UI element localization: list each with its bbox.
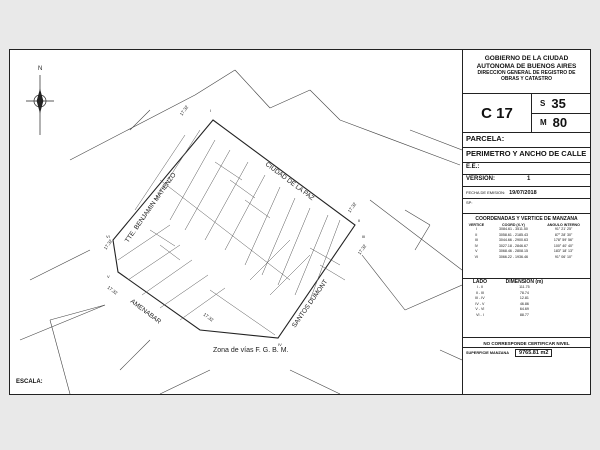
street-amenabar: AMENABAR bbox=[128, 298, 163, 326]
context-lines bbox=[20, 70, 462, 394]
manzana bbox=[532, 114, 590, 133]
header bbox=[463, 50, 590, 94]
scale-label: ESCALA: bbox=[16, 379, 43, 385]
dims-cell: IV - V bbox=[475, 301, 485, 306]
coords-cell: 91° 21' 25" bbox=[554, 227, 573, 231]
coords-cell: 178° 59' 56" bbox=[553, 238, 574, 242]
fecha-row bbox=[463, 187, 590, 199]
dims-cell: 46.86 bbox=[519, 301, 529, 306]
dims-cell: III - IV bbox=[475, 296, 485, 300]
parcela-label: PARCELA: bbox=[463, 133, 590, 148]
coords-cell: 3044.66 - 2900.63 bbox=[498, 238, 529, 242]
table-row bbox=[467, 313, 556, 319]
coords-cell: 3068.46 - 2808.15 bbox=[498, 249, 529, 253]
coords-cell: VI bbox=[474, 254, 479, 259]
dims-cell: 111.75 bbox=[519, 285, 530, 289]
vertex-label: II bbox=[358, 218, 361, 223]
coords-cell: III bbox=[474, 238, 478, 242]
fecha-value: 19/07/2018 bbox=[509, 189, 537, 196]
vertex-label: IV bbox=[278, 342, 282, 347]
dims-cell: II - III bbox=[475, 290, 484, 295]
seccion-label: S bbox=[540, 98, 546, 108]
street-width-label: 17.32 bbox=[346, 201, 358, 214]
street-width-label: 17.32 bbox=[356, 243, 368, 256]
coords-cell: 3058.61 - 2185.43 bbox=[498, 232, 529, 237]
org-subtitle-2: OBRAS Y CATASTRO bbox=[500, 76, 553, 82]
coords-title: COORDENADAS Y VERTICE DE MANZANA bbox=[475, 216, 578, 222]
manzana-label: M bbox=[540, 118, 547, 128]
cadastral-sheet bbox=[9, 49, 591, 395]
coords-cell: 3027.18 - 2846.67 bbox=[498, 243, 529, 248]
org-subtitle-1: DIRECCION GENERAL DE REGISTRO DE bbox=[477, 70, 576, 76]
svg-text:N: N bbox=[38, 66, 43, 72]
nivel-note: NO CORRESPONDE CERTIFICAR NIVEL bbox=[463, 338, 590, 348]
street-width-label: 17.32 bbox=[202, 311, 215, 323]
superficie-value: 9765.81 m2 bbox=[515, 349, 552, 357]
street-santos-dumont: SANTOS DUMONT bbox=[290, 278, 330, 330]
coords-cell: 3084.61 - 3511.50 bbox=[498, 227, 528, 231]
manzana-value: 80 bbox=[552, 115, 568, 131]
north-arrow-icon bbox=[26, 66, 54, 135]
zona-vias-label: Zona de vías F. G. B. M. bbox=[213, 347, 289, 354]
coords-header: VERTICE bbox=[468, 223, 485, 227]
dims-cell: V - VI bbox=[475, 307, 485, 311]
coords-table bbox=[463, 223, 590, 260]
org-title-1: GOBIERNO DE LA CIUDAD bbox=[484, 55, 569, 62]
street-width-label: 17.32 bbox=[178, 104, 190, 117]
block-outline bbox=[113, 120, 355, 338]
coords-cell: V bbox=[475, 249, 478, 253]
street-ciudad-de-la-paz: CIUDAD DE LA PAZ bbox=[263, 161, 316, 203]
version-row bbox=[463, 175, 590, 187]
vertex-label: I bbox=[210, 108, 212, 113]
dims-section bbox=[463, 279, 590, 338]
seccion bbox=[532, 94, 590, 114]
title-block bbox=[463, 50, 590, 394]
coords-cell: 87° 28' 30" bbox=[554, 232, 573, 237]
block-map bbox=[10, 50, 462, 394]
coords-header: COORD (X-Y) bbox=[502, 223, 525, 227]
dims-cell: I - II bbox=[476, 285, 483, 289]
dims-cell: 12.81 bbox=[519, 296, 529, 300]
dims-header: LADO bbox=[472, 279, 487, 285]
coords-cell: 100° 40' 40" bbox=[553, 243, 574, 248]
coords-cell: 183° 18' 13" bbox=[553, 249, 574, 253]
street-benjamin-matienzo: TTE. BENJAMIN MATIENZO bbox=[123, 171, 178, 245]
sp-label: SP: bbox=[463, 199, 590, 214]
perimetro-label: PERIMETRO Y ANCHO DE CALLE bbox=[463, 148, 590, 163]
table-row bbox=[463, 255, 590, 261]
coords-cell: IV bbox=[474, 243, 479, 248]
circunscripcion: C 17 bbox=[463, 94, 532, 132]
version-value: 1 bbox=[527, 176, 531, 182]
dims-cell: VI - I bbox=[476, 312, 484, 317]
coords-header: ANGULO INTERNO bbox=[547, 223, 580, 227]
dims-cell: 88.77 bbox=[519, 312, 529, 317]
seccion-value: 35 bbox=[551, 95, 566, 111]
org-title-2: AUTONOMA DE BUENOS AIRES bbox=[476, 62, 577, 70]
cadastral-id bbox=[463, 94, 590, 133]
coords-cell: II bbox=[475, 232, 478, 237]
fecha-label: FECHA DE EMISION: bbox=[466, 190, 506, 195]
dims-table bbox=[467, 279, 556, 318]
superficie-label: SUPERFICIE MANZANA bbox=[466, 351, 510, 355]
vertex-label: V bbox=[107, 274, 110, 279]
ee-label: E.E.: bbox=[463, 163, 590, 175]
coords-section bbox=[463, 214, 590, 279]
vertex-label: VI bbox=[106, 234, 110, 239]
vertex-label: III bbox=[362, 234, 366, 239]
coords-cell: 91° 06' 10" bbox=[554, 254, 573, 259]
map-area bbox=[10, 50, 463, 394]
dims-cell: 78.74 bbox=[519, 290, 529, 295]
dims-header: DIMENSION (m) bbox=[505, 279, 544, 285]
superficie-row bbox=[463, 348, 590, 358]
version-label: VERSION: bbox=[466, 176, 496, 182]
street-width-label: 17.32 bbox=[106, 284, 119, 296]
street-width-label: 17.32 bbox=[102, 238, 114, 251]
dims-cell: 64.69 bbox=[519, 307, 529, 311]
coords-cell: I bbox=[475, 227, 477, 231]
coords-cell: 3066.22 - 1936.46 bbox=[498, 254, 529, 259]
